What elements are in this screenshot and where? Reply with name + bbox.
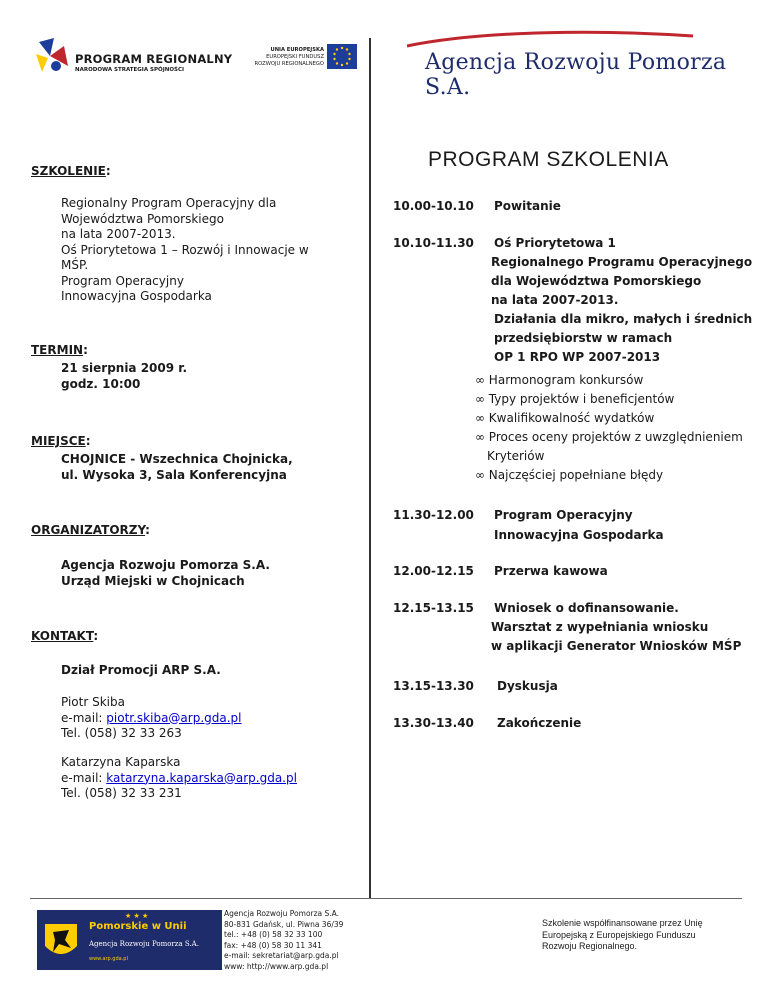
agenda-item: Przerwa kawowa: [494, 564, 608, 578]
pomorskie-agency: Agencja Rozwoju Pomorza S.A.: [89, 940, 199, 948]
agenda-item: Zakończenie: [497, 716, 582, 730]
agenda-item: w aplikacji Generator Wniosków MŚP: [491, 639, 742, 653]
contact-katarzyna: Katarzyna Kaparska e-mail: katarzyna.kaparska@arp.gda.pl Tel. (058) 32 33 231: [61, 755, 297, 800]
pomorskie-url: www.arp.gda.pl: [89, 956, 128, 962]
vertical-divider: [369, 38, 371, 898]
eu-fund-text: UNIA EUROPEJSKA EUROPEJSKI FUNDUSZ ROZWOJU REGIONALNEGO: [254, 47, 324, 67]
agenda-item-1: na lata 2007-2013.: [491, 293, 619, 307]
agenda-time: 13.30-13.40: [393, 716, 474, 730]
kontakt-dept: Dział Promocji ARP S.A.: [61, 663, 221, 677]
agenda-bullet: Kryteriów: [487, 449, 545, 463]
pomorskie-stars: ★ ★ ★: [125, 912, 149, 920]
agenda-item-1: Działania dla mikro, małych i średnich: [494, 312, 753, 326]
email-link-katarzyna[interactable]: katarzyna.kaparska@arp.gda.pl: [106, 770, 297, 785]
agenda-item-1: dla Województwa Pomorskiego: [491, 274, 702, 288]
agenda-time: 12.00-12.15: [393, 564, 474, 578]
program-regionalny-subtitle: NARODOWA STRATEGIA SPÓJNOŚCI: [75, 67, 185, 73]
termin-value: 21 sierpnia 2009 r. godz. 10:00: [61, 361, 188, 391]
agenda-item: Powitanie: [494, 199, 561, 213]
agenda-bullet: ∞ Kwalifikowalność wydatków: [475, 411, 655, 425]
agenda-bullet: ∞ Harmonogram konkursów: [475, 373, 644, 387]
miejsce-label: MIEJSCE:: [31, 434, 91, 448]
pomorskie-w-unii-logo: [37, 910, 222, 970]
organizatorzy-value: Agencja Rozwoju Pomorza S.A. Urząd Miejski w Chojnicach: [61, 558, 270, 588]
agenda-item-1: Oś Priorytetowa 1: [494, 236, 616, 250]
agenda-bullet: ∞ Typy projektów i beneficjentów: [475, 392, 675, 406]
griffin-icon: [41, 918, 81, 964]
szkolenie-text: Regionalny Program Operacyjny dla Województwa Pomorskiego na lata 2007-2013. Oś Priorytetowa 1 – Rozwój i Innowacje w MŚP. Program Operacyjny Innowacyjna Gospodarka: [61, 196, 309, 303]
agenda-time: 12.15-13.15: [393, 601, 474, 615]
szkolenie-label: SZKOLENIE:: [31, 164, 111, 178]
agenda-item: Program Operacyjny: [494, 508, 633, 522]
agenda-time: 13.15-13.30: [393, 679, 474, 693]
eu-flag-icon: [327, 44, 357, 69]
agenda-item: Innowacyjna Gospodarka: [494, 528, 664, 542]
agenda-item-1: przedsiębiorstw w ramach: [494, 331, 673, 345]
agenda-bullet: ∞ Proces oceny projektów z uwzględnieniem: [475, 430, 743, 444]
contact-piotr: Piotr Skiba e-mail: piotr.skiba@arp.gda.pl Tel. (058) 32 33 263: [61, 695, 242, 740]
agency-logo-text: Agencja Rozwoju Pomorza S.A.: [425, 50, 727, 100]
agenda-time: 10.00-10.10: [393, 199, 474, 213]
termin-label: TERMIN:: [31, 343, 88, 357]
miejsce-value: CHOJNICE - Wszechnica Chojnicka, ul. Wysoka 3, Sala Konferencyjna: [61, 452, 293, 482]
agenda-time: 11.30-12.00: [393, 508, 474, 522]
agenda-item: Warsztat z wypełniania wniosku: [491, 620, 709, 634]
program-regionalny-logo: [34, 36, 72, 76]
agenda-item-1: OP 1 RPO WP 2007-2013: [494, 350, 661, 364]
agency-address: Agencja Rozwoju Pomorza S.A. 80-831 Gdańsk, ul. Piwna 36/39 tel.: +48 (0) 58 32 33 100 fax: +48 (0) 58 30 11 341 e-mail: sekretariat@arp.gda.pl www: http://www.arp.gda.pl: [224, 909, 344, 971]
email-link-piotr[interactable]: piotr.skiba@arp.gda.pl: [106, 710, 242, 725]
footer-divider: [30, 898, 742, 899]
program-heading: PROGRAM SZKOLENIA: [428, 148, 669, 171]
cofinancing-note: Szkolenie współfinansowane przez Unię Europejską z Europejskiego Funduszu Rozwoju Regionalnego.: [542, 918, 703, 951]
agenda-bullet: ∞ Najczęściej popełniane błędy: [475, 468, 664, 482]
agenda-time: 10.10-11.30: [393, 236, 474, 250]
agenda-item: Wniosek o dofinansowanie.: [494, 601, 679, 615]
agenda-item-1: Regionalnego Programu Operacyjnego: [491, 255, 753, 269]
pomorskie-title: Pomorskie w Unii: [89, 921, 187, 932]
organizatorzy-label: ORGANIZATORZY:: [31, 523, 150, 537]
program-regionalny-title: PROGRAM REGIONALNY: [75, 52, 233, 66]
kontakt-label: KONTAKT:: [31, 629, 99, 643]
agency-swoosh-icon: [405, 28, 695, 50]
agenda-item: Dyskusja: [497, 679, 558, 693]
